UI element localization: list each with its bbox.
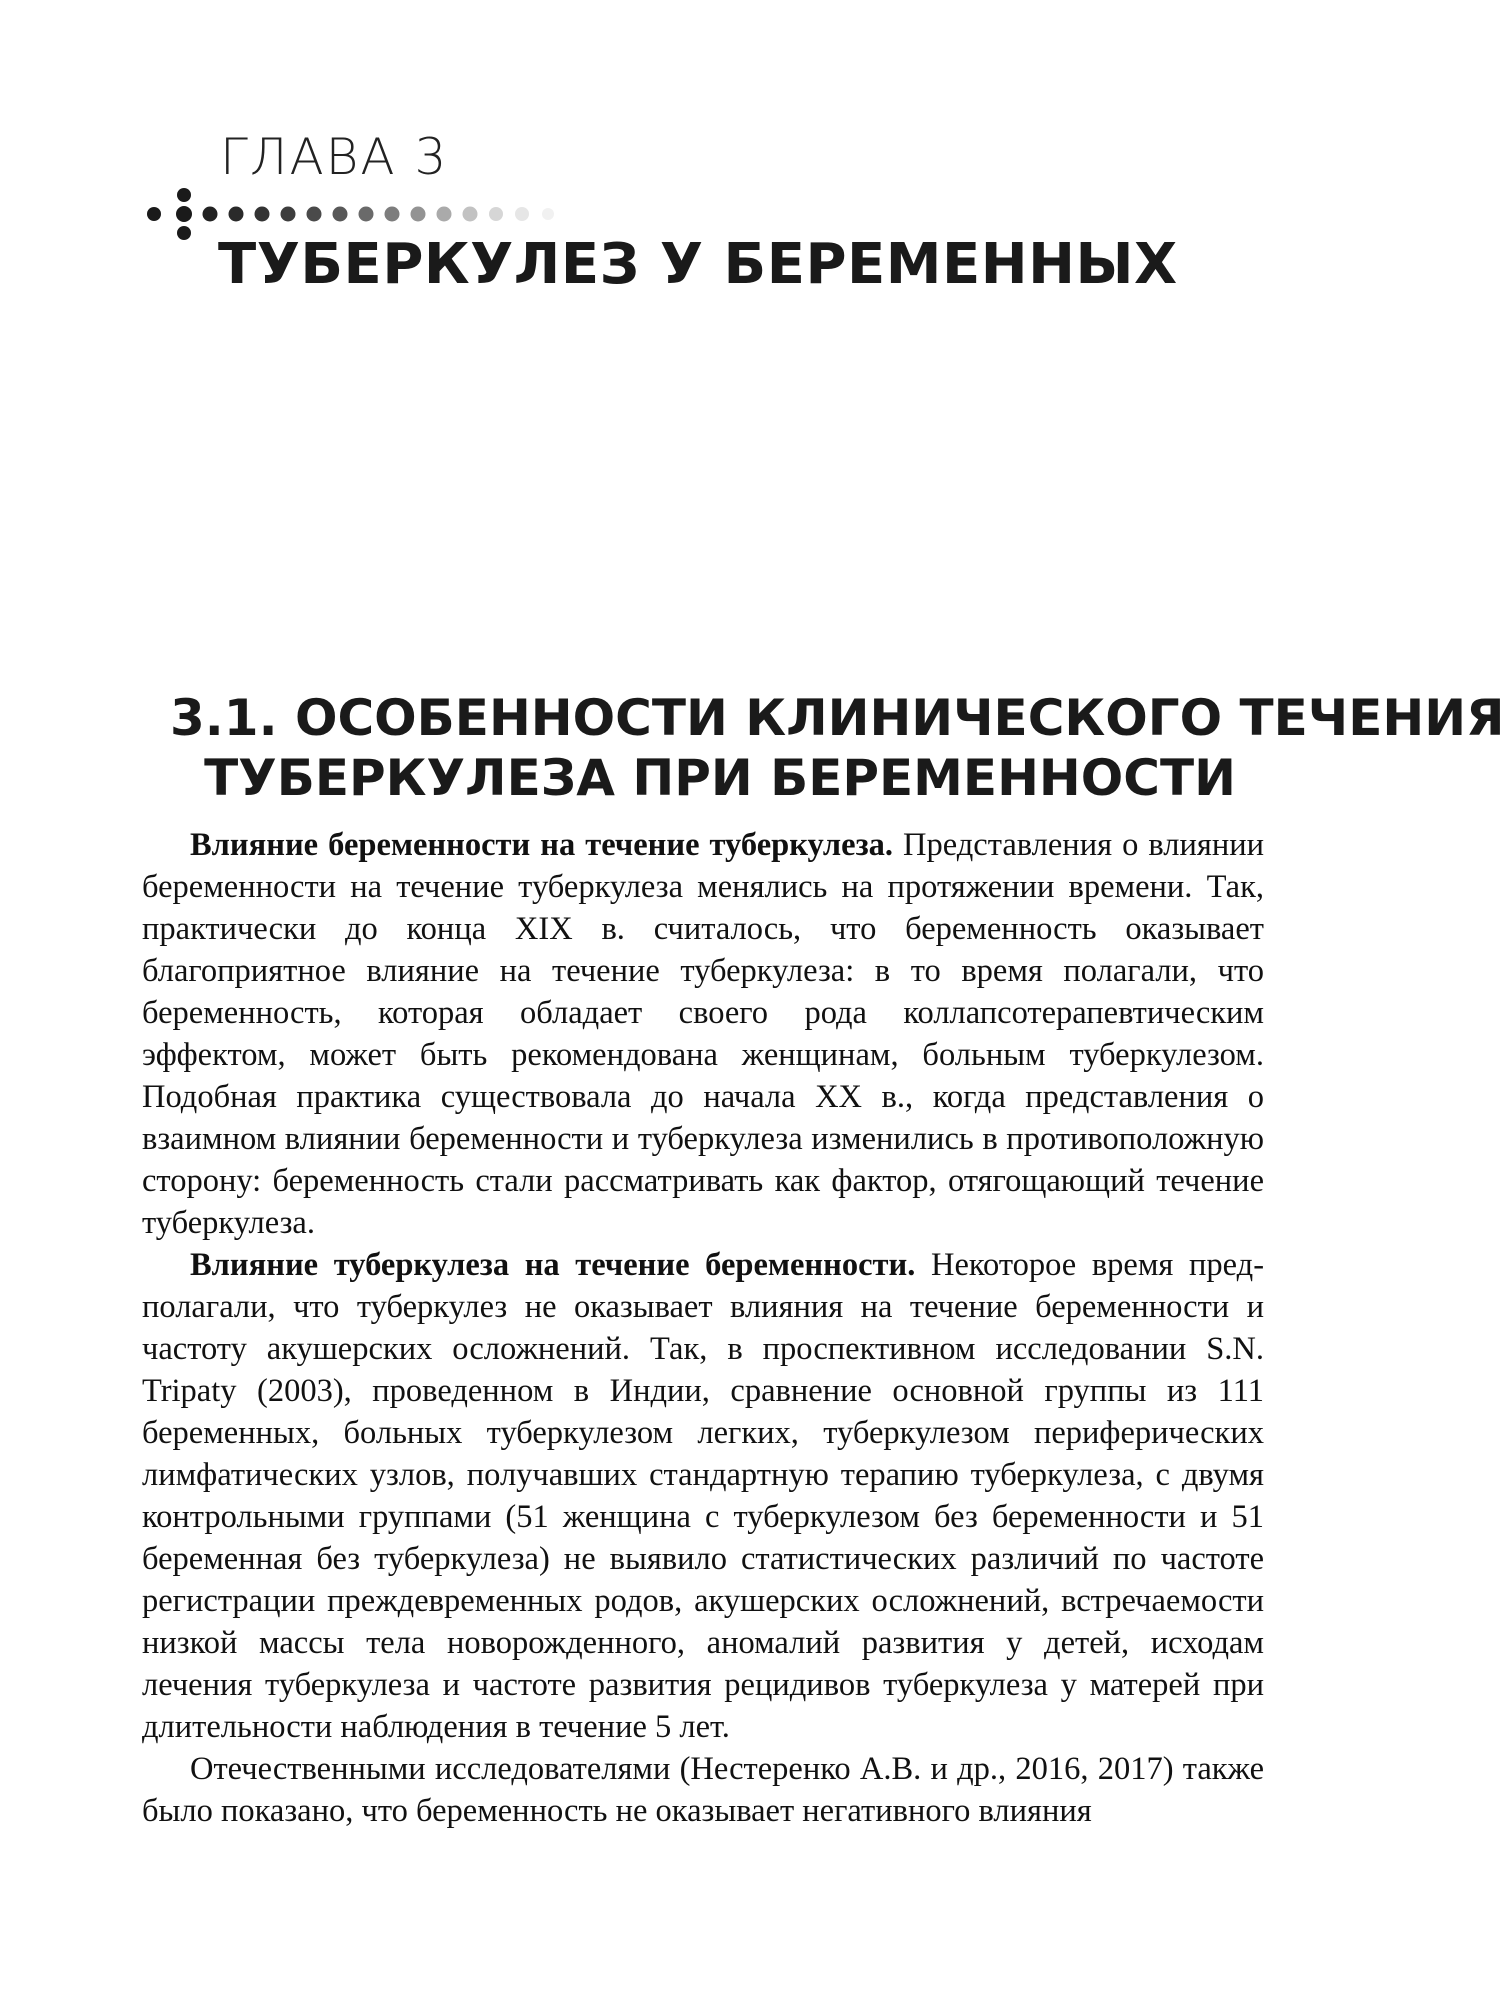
paragraph-2-lead: Влияние туберкулеза на течение беременности. bbox=[190, 1247, 916, 1283]
paragraph-2-text: Некоторое время предполагали, что туберкулез не оказывает влияния на течение беременности и частоту акушерских осложнений. Так, в проспективном исследовании S.N. Tripaty (2003), проведенном в Индии, сравнение основной группы из 111 беременных, больных туберкулезом легких, туберкулезом периферических лимфатических узлов, получавших стандартную терапию туберкулеза, с двумя контрольными группами (51 женщина с туберкулезом без беременности и 51 беременная без туберкулеза) не выявило статистических различий по частоте регистрации преждевременных родов, акушерских осложнений, встречаемости низкой массы тела новорожденного, аномалий развития у детей, исходам лечения туберкулеза и частоте развития рецидивов туберкулеза у матерей при длительности наблюдения в течение 5 лет. bbox=[142, 1247, 1265, 1745]
section-title-line-1: 3.1. ОСОБЕННОСТИ КЛИНИЧЕСКОГО ТЕЧЕНИЯ bbox=[170, 689, 1505, 747]
paragraph-1-lead: Влияние беременности на течение туберкулеза. bbox=[190, 827, 894, 863]
section-title bbox=[170, 688, 1505, 808]
section-title-line-2: ТУБЕРКУЛЕЗА ПРИ БЕРЕМЕННОСТИ bbox=[204, 749, 1236, 807]
paragraph-2 bbox=[142, 1244, 1264, 1748]
chapter-title: ТУБЕРКУЛЕЗ У БЕРЕМЕННЫХ bbox=[218, 232, 1178, 297]
chapter-label: ГЛАВА 3 bbox=[220, 128, 449, 186]
paragraph-1-text: Представления о влиянии беременности на течение туберкулеза менялись на протяжении времени. Так, практически до конца XIX в. считалось, что беременность оказывает благоприятное влияние на течение туберкулеза: в то время полагали, что беременность, которая обладает своего рода коллапсотерапевтическим эффектом, может быть рекомендована женщинам, больным туберкулезом. Подобная практика существовала до начала XX в., когда представления о взаимном влиянии беременности и туберкулеза изменились в противоположную сторону: беременность стали рассматривать как фактор, отягощающий течение туберкулеза. bbox=[142, 827, 1265, 1241]
paragraph-1 bbox=[142, 824, 1264, 1244]
decorative-dots-ornament bbox=[140, 190, 580, 238]
body-text bbox=[142, 824, 1264, 1832]
paragraph-3-text: Отечественными исследователями (Нестеренко А.В. и др., 2016, 2017) также было показано, что беременность не оказывает негативного влияния bbox=[142, 1751, 1264, 1829]
paragraph-3 bbox=[142, 1748, 1264, 1832]
